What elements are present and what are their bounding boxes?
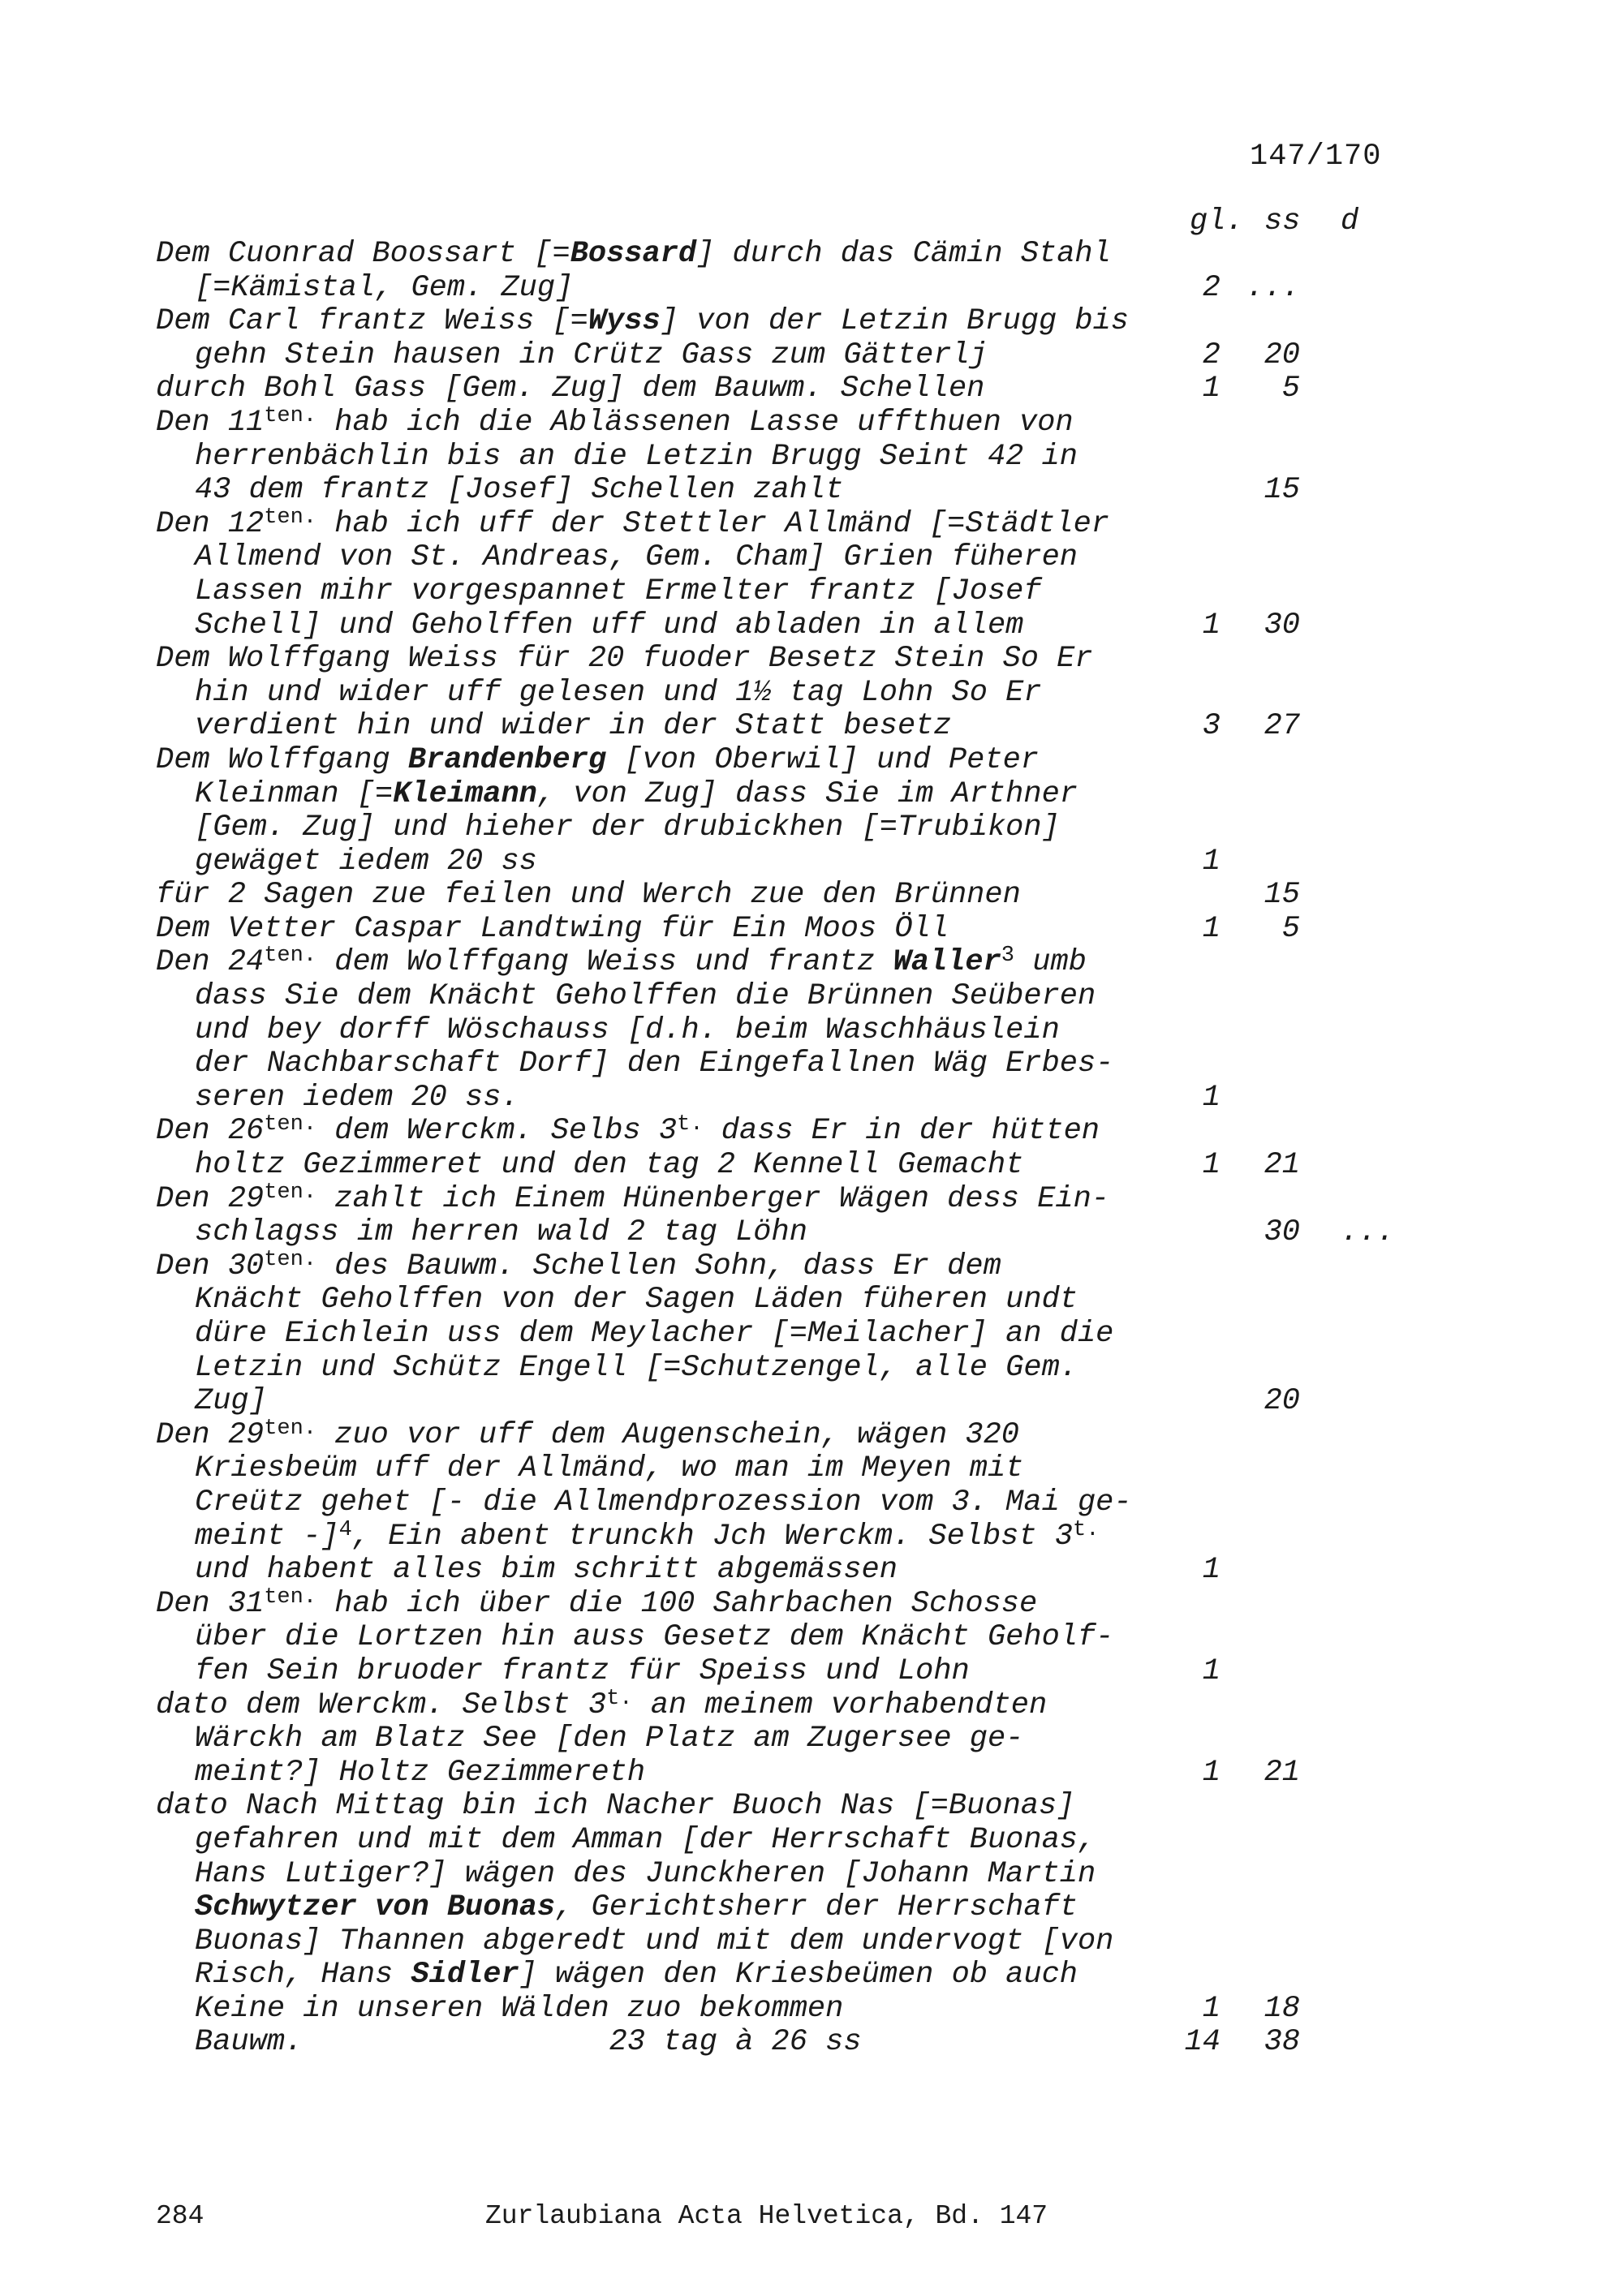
ledger-line bbox=[0, 1452, 1623, 1486]
ledger-line bbox=[0, 1180, 1623, 1217]
ledger-line bbox=[0, 643, 1623, 677]
ledger-line-text: Hans Lutiger?] wägen des Junckheren [Johann Martin bbox=[195, 1856, 1096, 1891]
ledger-line-text: Dem Carl frantz Weiss [=Wyss] von der Letzin Brugg bis bbox=[156, 304, 1130, 339]
column-header-gl: gl. bbox=[1190, 204, 1244, 239]
ledger-line bbox=[0, 744, 1623, 778]
ledger-line-text: hin und wider uff gelesen und 1½ tag Lohn So Er bbox=[195, 675, 1042, 710]
ledger-line bbox=[0, 441, 1623, 475]
ledger-line bbox=[0, 1790, 1623, 1824]
ledger-line bbox=[0, 505, 1623, 542]
ledger-line bbox=[0, 575, 1623, 609]
ledger-line-text: Den $30^{ten.}$ des Bauwm. Schellen Sohn, dass Er dem bbox=[156, 1247, 1001, 1283]
ledger-line bbox=[0, 1584, 1623, 1622]
amount-ss: 21 bbox=[1264, 1755, 1300, 1790]
ledger-line bbox=[0, 1925, 1623, 1959]
ledger-line-text: Den $29^{ten.}$ zuo vor uff dem Augenschein, wägen 320 bbox=[156, 1416, 1019, 1452]
ledger-line bbox=[0, 1416, 1623, 1453]
ledger-line bbox=[0, 811, 1623, 845]
ledger-line-text: Den $11^{ten.}$ hab ich die Ablässenen Lasse uffthuen von bbox=[156, 403, 1074, 440]
ledger-line-text: Dem Wolffgang Brandenberg [von Oberwil] und Peter bbox=[156, 742, 1039, 777]
ledger-line-text: für 2 Sagen zue feilen und Werch zue den Brünnen bbox=[156, 878, 1021, 913]
ledger-line bbox=[0, 1655, 1623, 1689]
ledger-line-text: Bauwm. 23 tag à 26 ss bbox=[195, 2025, 862, 2060]
ledger-line-text: Dem Wolffgang Weiss für 20 fuoder Besetz Stein So Er bbox=[156, 642, 1093, 677]
ledger-line-text: dato Nach Mittag bin ich Nacher Buoch Nas [=Buonas] bbox=[156, 1789, 1075, 1824]
ledger-line-text: dass Sie dem Knächt Geholffen die Brünnen Seüberen bbox=[195, 979, 1096, 1014]
amount-gl: 3 bbox=[1202, 709, 1220, 744]
amount-ss: 21 bbox=[1264, 1148, 1300, 1183]
ledger-line bbox=[0, 305, 1623, 339]
amount-ss: 20 bbox=[1264, 338, 1300, 372]
ledger-line-text: Kriesbeüm uff der Allmänd, wo man im Meyen mit bbox=[195, 1451, 1024, 1486]
amount-ss: 27 bbox=[1264, 709, 1300, 744]
amount-ss: 30 bbox=[1264, 1215, 1300, 1250]
ledger-line-text: Schell] und Geholffen uff und abladen in allem bbox=[195, 608, 1024, 643]
amount-ss: 5 bbox=[1281, 911, 1300, 946]
ledger-line bbox=[0, 1993, 1623, 2027]
ledger-line bbox=[0, 913, 1623, 947]
amount-gl: 2 bbox=[1202, 338, 1220, 372]
ledger-line bbox=[0, 1486, 1623, 1520]
footer-series-title: Zurlaubiana Acta Helvetica, Bd. 147 bbox=[485, 2201, 1048, 2231]
column-headers bbox=[0, 204, 1623, 240]
page-reference: 147/170 bbox=[1250, 140, 1382, 174]
ledger-line bbox=[0, 272, 1623, 306]
amount-gl: 1 bbox=[1202, 1653, 1220, 1688]
ledger-line-text: Allmend von St. Andreas, Gem. Cham] Grien füheren bbox=[195, 540, 1078, 575]
amount-ss: 15 bbox=[1264, 473, 1300, 508]
column-header-ss: ss bbox=[1264, 204, 1301, 239]
ledger-line bbox=[0, 541, 1623, 575]
ledger-line-text: [=Kämistal, Gem. Zug] bbox=[195, 270, 574, 305]
ledger-line-text: seren iedem 20 ss. bbox=[195, 1080, 519, 1115]
amount-ss: 18 bbox=[1264, 1991, 1300, 2026]
ledger-line bbox=[0, 1686, 1623, 1723]
ledger-line bbox=[0, 1621, 1623, 1655]
ledger-line-text: holtz Gezimmeret und den tag 2 Kennell Gemacht bbox=[195, 1148, 1024, 1183]
ledger-line-text: und habent alles bim schritt abgemässen bbox=[195, 1553, 898, 1588]
ledger-line-text: meint?] Holtz Gezimmereth bbox=[195, 1755, 646, 1790]
ledger-line bbox=[0, 1014, 1623, 1048]
ledger-line bbox=[0, 372, 1623, 406]
ledger-line bbox=[0, 1891, 1623, 1925]
ledger-line-text: Knächt Geholffen von der Sagen Läden füheren undt bbox=[195, 1283, 1078, 1318]
ledger-line bbox=[0, 1318, 1623, 1352]
ledger-line bbox=[0, 2026, 1623, 2060]
ledger-line bbox=[0, 1958, 1623, 1993]
ledger-line-text: gehn Stein hausen in Crütz Gass zum Gätterlj bbox=[195, 338, 988, 372]
ledger-line-text: Creütz gehet [- die Allmendprozession vom 3. Mai ge- bbox=[195, 1485, 1132, 1520]
ledger-line-text: gewäget iedem 20 ss bbox=[195, 844, 537, 879]
ledger-line-text: 43 dem frantz [Josef] Schellen zahlt bbox=[195, 473, 844, 508]
ledger-line-text: Wärckh am Blatz See [den Platz am Zugersee ge- bbox=[195, 1722, 1024, 1756]
amount-ss: 15 bbox=[1264, 878, 1300, 913]
ledger-line-text: Den $31^{ten.}$ hab ich über die 100 Sahrbachen Schosse bbox=[156, 1584, 1038, 1621]
ledger-line bbox=[0, 778, 1623, 812]
ledger-line bbox=[0, 1352, 1623, 1386]
ledger-line-text: Schwytzer von Buonas, Gerichtsherr der Herrschaft bbox=[195, 1890, 1078, 1925]
ledger-line bbox=[0, 1216, 1623, 1250]
ledger-line bbox=[0, 1283, 1623, 1318]
amount-gl: 1 bbox=[1202, 844, 1220, 879]
ledger-line bbox=[0, 339, 1623, 373]
amount-ss: 5 bbox=[1281, 372, 1300, 406]
amount-ss: 20 bbox=[1264, 1384, 1300, 1419]
ledger-line-text: Buonas] Thannen abgeredt und mit dem undervogt [von bbox=[195, 1924, 1114, 1958]
ledger-line-text: der Nachbarschaft Dorf] den Eingefallnen Wäg Erbes- bbox=[195, 1047, 1114, 1081]
ledger-line-text: und bey dorff Wöschauss [d.h. beim Waschhäuslein bbox=[195, 1013, 1060, 1047]
amount-gl: 2 bbox=[1202, 270, 1220, 305]
ledger-line bbox=[0, 879, 1623, 913]
ledger-line bbox=[0, 1385, 1623, 1419]
ledger-line-text: Dem Vetter Caspar Landtwing für Ein Moos Öll bbox=[156, 911, 949, 946]
ledger-line-text: durch Bohl Gass [Gem. Zug] dem Bauwm. Schellen bbox=[156, 372, 985, 406]
ledger-line-text: Kleinman [=Kleimann, von Zug] dass Sie im Arthner bbox=[195, 776, 1078, 811]
amount-gl: 1 bbox=[1202, 1080, 1220, 1115]
ledger-line bbox=[0, 845, 1623, 879]
amount-gl: 1 bbox=[1202, 372, 1220, 406]
ledger-line-text: über die Lortzen hin auss Gesetz dem Knächt Geholf- bbox=[195, 1620, 1114, 1655]
ledger-line bbox=[0, 474, 1623, 508]
ledger-line-text: dato dem Werckm. Selbst $3^{t.}$ an meinem vorhabendten bbox=[156, 1686, 1048, 1722]
ledger-line-text: Den $24^{ten.}$ dem Wolffgang Weiss und frantz Waller$^3$ umb bbox=[156, 944, 1087, 980]
ledger-line bbox=[0, 1247, 1623, 1284]
amount-gl: 1 bbox=[1202, 1991, 1220, 2026]
ledger-line bbox=[0, 1517, 1623, 1554]
ledger-line bbox=[0, 1149, 1623, 1183]
ledger-line-text: Den $29^{ten.}$ zahlt ich Einem Hünenberger Wägen dess Ein- bbox=[156, 1180, 1110, 1216]
ledger-line-text: herrenbächlin bis an die Letzin Brugg Seint 42 in bbox=[195, 439, 1078, 474]
ledger-line bbox=[0, 1081, 1623, 1116]
ledger-line-text: gefahren und mit dem Amman [der Herrschaft Buonas, bbox=[195, 1822, 1096, 1857]
ledger-line bbox=[0, 946, 1623, 980]
ledger-entries bbox=[0, 238, 1623, 2060]
ledger-line-text: Dem Cuonrad Boossart [=Bossard] durch das Cämin Stahl bbox=[156, 237, 1111, 271]
ledger-line bbox=[0, 1824, 1623, 1858]
ledger-line-text: [Gem. Zug] und hieher der drubickhen [=Trubikon] bbox=[195, 810, 1060, 845]
ledger-line bbox=[0, 1722, 1623, 1756]
ledger-line-text: Letzin und Schütz Engell [=Schutzengel, alle Gem. bbox=[195, 1350, 1078, 1385]
amount-d: ... bbox=[1341, 1215, 1395, 1250]
ledger-line-text: Den $26^{ten.}$ dem Werckm. Selbs $3^{t.}$ dass Er in der hütten bbox=[156, 1112, 1100, 1149]
ledger-line-text: verdient hin und wider in der Statt besetz bbox=[195, 709, 952, 744]
amount-ss: 30 bbox=[1264, 608, 1300, 643]
ledger-line bbox=[0, 710, 1623, 744]
ledger-line-text: fen Sein bruoder frantz für Speiss und Lohn bbox=[195, 1653, 970, 1688]
amount-gl: 1 bbox=[1202, 1148, 1220, 1183]
ledger-line bbox=[0, 403, 1623, 441]
ledger-line bbox=[0, 677, 1623, 711]
ledger-line bbox=[0, 1858, 1623, 1892]
ledger-line bbox=[0, 980, 1623, 1014]
ledger-line-text: düre Eichlein uss dem Meylacher [=Meilacher] an die bbox=[195, 1317, 1114, 1351]
amount-gl: 14 bbox=[1184, 2025, 1220, 2060]
amount-gl: 1 bbox=[1202, 608, 1220, 643]
ledger-line bbox=[0, 1112, 1623, 1149]
ledger-line-text: schlagss im herren wald 2 tag Löhn bbox=[195, 1215, 807, 1250]
ledger-line-text: Den $12^{ten.}$ hab ich uff der Stettler Allmänd [=Städtler bbox=[156, 505, 1110, 541]
ledger-line bbox=[0, 1756, 1623, 1791]
ledger-line-text: Risch, Hans Sidler] wägen den Kriesbeümen ob auch bbox=[195, 1958, 1078, 1993]
amount-gl: 1 bbox=[1202, 1755, 1220, 1790]
ledger-line bbox=[0, 609, 1623, 643]
ledger-line bbox=[0, 238, 1623, 272]
ledger-line-text: Zug] bbox=[195, 1384, 267, 1419]
ledger-line-text: meint -]$^4$, Ein abent trunckh Jch Werckm. Selbst $3^{t.}$ bbox=[195, 1517, 1100, 1554]
amount-ss: 38 bbox=[1264, 2025, 1300, 2060]
ledger-line-text: Keine in unseren Wälden zuo bekommen bbox=[195, 1991, 844, 2026]
amount-gl: 1 bbox=[1202, 911, 1220, 946]
amount-gl: 1 bbox=[1202, 1553, 1220, 1588]
ledger-line bbox=[0, 1554, 1623, 1588]
ledger-line bbox=[0, 1047, 1623, 1081]
ledger-line-text: Lassen mihr vorgespannet Ermelter frantz [Josef bbox=[195, 574, 1042, 608]
column-header-d: d bbox=[1341, 204, 1359, 239]
amount-ss: ... bbox=[1246, 270, 1300, 305]
footer-page-number: 284 bbox=[156, 2201, 204, 2231]
